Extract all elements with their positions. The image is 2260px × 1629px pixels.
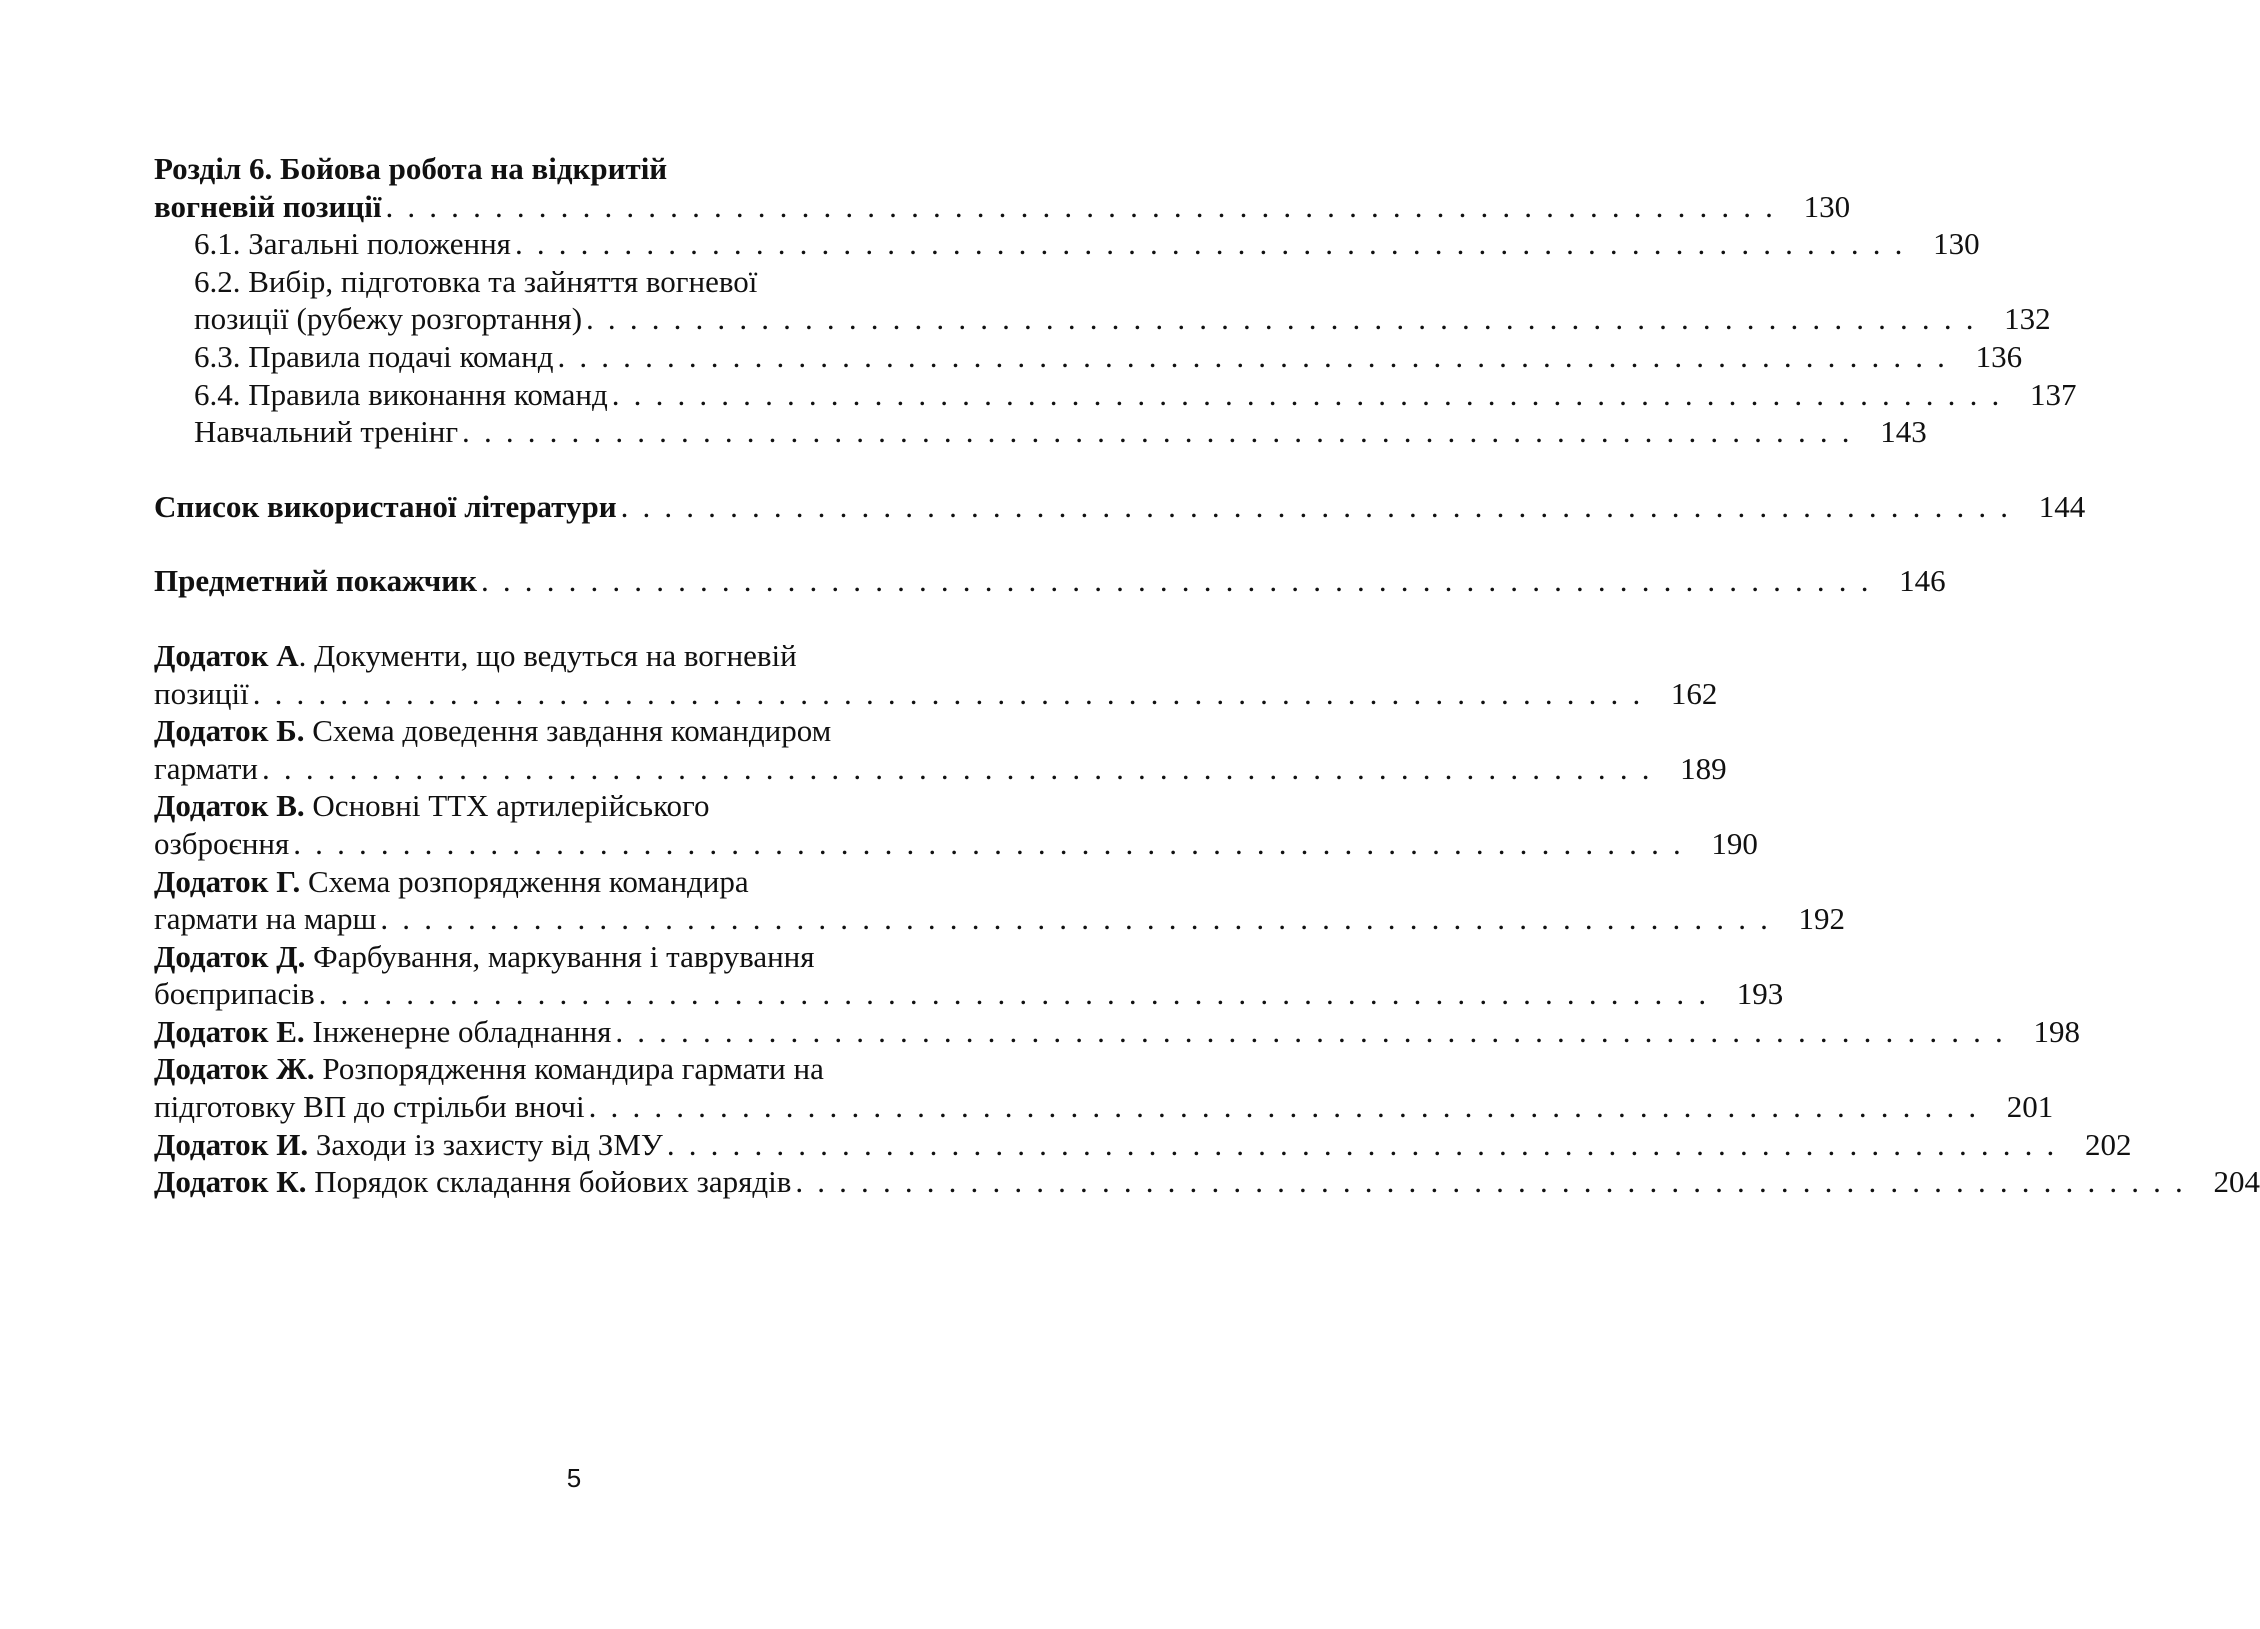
- toc-title: 6.4. Правила виконання команд: [194, 376, 608, 412]
- toc-title: Схема розпорядження командира: [300, 863, 749, 899]
- leader-dots: . . . . . . . . . . . . . . . . . . . . . . . . . . . . . . . . . . . . . . . . . . . . . . . . . . . . . . . . . . . . . . . .: [293, 825, 1684, 861]
- toc-title: 6.1. Загальні положення: [194, 226, 511, 262]
- toc-entry-section-6: [154, 150, 1851, 225]
- toc-entry-appendix-e: [154, 1013, 2080, 1051]
- leader-dots: . . . . . . . . . . . . . . . . . . . . . . . . . . . . . . . . . . . . . . . . . . . . . . . . . . . . . . . . . . . . . . . .: [385, 188, 1777, 224]
- appendix-label: Додаток Б.: [154, 713, 305, 749]
- leader-dots: . . . . . . . . . . . . . . . . . . . . . . . . . . . . . . . . . . . . . . . . . . . . . . . . . . . . . . . . . . . . . . . .: [462, 414, 1853, 450]
- toc-page-number: 198: [2033, 1013, 2080, 1049]
- table-of-contents: [154, 150, 2260, 1201]
- toc-title: боєприпасів: [154, 976, 315, 1012]
- spacer: [154, 600, 984, 637]
- toc-entry-appendix-y: [154, 1126, 2132, 1164]
- leader-dots: . . . . . . . . . . . . . . . . . . . . . . . . . . . . . . . . . . . . . . . . . . . . . . . . . . . . . . . . . . . . . . . .: [514, 226, 1906, 262]
- toc-page-number: 137: [2029, 376, 2077, 412]
- leader-dots: . . . . . . . . . . . . . . . . . . . . . . . . . . . . . . . . . . . . . . . . . . . . . . . . . . . . . . . . . . . . . . . .: [586, 301, 1977, 337]
- toc-page-number: 144: [2038, 488, 2086, 524]
- toc-entry-index: [154, 562, 1946, 600]
- toc-title: Розпорядження командира гармати на: [314, 1051, 824, 1087]
- leader-dots: . . . . . . . . . . . . . . . . . . . . . . . . . . . . . . . . . . . . . . . . . . . . . . . . . . . . . . . . . . . . . . . .: [666, 1126, 2058, 1162]
- toc-entry-6-4: [154, 376, 2077, 414]
- appendix-label: Додаток А: [154, 637, 299, 673]
- toc-title: підготовку ВП до стрільби вночі: [154, 1089, 585, 1125]
- leader-dots: . . . . . . . . . . . . . . . . . . . . . . . . . . . . . . . . . . . . . . . . . . . . . . . . . . . . . . . . . . . . . . . .: [481, 563, 1872, 599]
- toc-title: Фарбування, маркування і таврування: [305, 938, 815, 974]
- leader-dots: . . . . . . . . . . . . . . . . . . . . . . . . . . . . . . . . . . . . . . . . . . . . . . . . . . . . . . . . . . . . . . . .: [615, 1013, 2006, 1049]
- leader-dots: . . . . . . . . . . . . . . . . . . . . . . . . . . . . . . . . . . . . . . . . . . . . . . . . . . . . . . . . . . . . . . . .: [262, 750, 1653, 786]
- leader-dots: . . . . . . . . . . . . . . . . . . . . . . . . . . . . . . . . . . . . . . . . . . . . . . . . . . . . . . . . . . . . . . . .: [557, 338, 1949, 374]
- toc-page-number: 192: [1798, 901, 1846, 937]
- toc-page-number: 130: [1803, 188, 1851, 224]
- toc-entry-appendix-k: [154, 1163, 2260, 1201]
- toc-page-number: 162: [1670, 675, 1718, 711]
- toc-page-number: 143: [1880, 414, 1927, 450]
- toc-entry-6-3: [154, 338, 2023, 376]
- leader-dots: . . . . . . . . . . . . . . . . . . . . . . . . . . . . . . . . . . . . . . . . . . . . . . . . . . . . . . . . . . . . . . . .: [620, 488, 2012, 524]
- toc-page-number: 190: [1711, 825, 1758, 861]
- toc-entry-training: [154, 413, 1927, 451]
- toc-title: гармати: [154, 750, 259, 786]
- appendix-label: Додаток Д.: [154, 938, 306, 974]
- toc-title: озброєння: [154, 825, 290, 861]
- toc-page-number: 136: [1975, 338, 2023, 374]
- toc-title-line: [154, 150, 984, 188]
- toc-title: Порядок складання бойових зарядів: [306, 1164, 792, 1200]
- spacer: [154, 525, 984, 562]
- toc-title: позиції (рубежу розгортання): [194, 301, 583, 337]
- toc-title: . Документи, що ведуться на вогневій: [298, 637, 797, 673]
- toc-page-number: 202: [2085, 1126, 2132, 1162]
- leader-dots: . . . . . . . . . . . . . . . . . . . . . . . . . . . . . . . . . . . . . . . . . . . . . . . . . . . . . . . . . . . . . . . .: [588, 1089, 1980, 1125]
- toc-entry-appendix-d: [154, 938, 1784, 1013]
- toc-page-number: 189: [1680, 750, 1727, 786]
- appendix-label: Додаток И.: [154, 1126, 309, 1162]
- toc-page-number: 201: [2006, 1089, 2054, 1125]
- toc-entry-appendix-b: [154, 712, 1727, 787]
- spacer: [154, 451, 984, 488]
- toc-title: Предметний покажчик: [154, 563, 477, 599]
- appendix-label: Додаток Ж.: [154, 1051, 315, 1087]
- toc-title: 6.3. Правила подачі команд: [194, 338, 554, 374]
- toc-entry-appendix-h: [154, 863, 1846, 938]
- toc-title: Список використаної літератури: [154, 488, 617, 524]
- toc-title: Заходи із захисту від ЗМУ: [308, 1126, 663, 1162]
- toc-page-number: 146: [1899, 563, 1946, 599]
- appendix-label: Додаток В.: [154, 788, 305, 824]
- toc-title-line: [154, 188, 1851, 226]
- appendix-label: Додаток Г.: [154, 863, 301, 899]
- toc-page-number: 193: [1736, 976, 1784, 1012]
- toc-entry-appendix-v: [154, 787, 1758, 862]
- toc-entry-6-2: [154, 263, 2051, 338]
- leader-dots: . . . . . . . . . . . . . . . . . . . . . . . . . . . . . . . . . . . . . . . . . . . . . . . . . . . . . . . . . . . . . . . .: [795, 1164, 2187, 1200]
- toc-title: вогневій позиції: [154, 188, 382, 224]
- toc-title: 6.2. Вибір, підготовка та зайняття вогневої: [194, 263, 758, 299]
- leader-dots: . . . . . . . . . . . . . . . . . . . . . . . . . . . . . . . . . . . . . . . . . . . . . . . . . . . . . . . . . . . . . . . .: [611, 376, 2003, 412]
- leader-dots: . . . . . . . . . . . . . . . . . . . . . . . . . . . . . . . . . . . . . . . . . . . . . . . . . . . . . . . . . . . . . . . .: [380, 901, 1772, 937]
- toc-title: гармати на марш: [154, 901, 377, 937]
- toc-title: Схема доведення завдання командиром: [304, 713, 832, 749]
- leader-dots: . . . . . . . . . . . . . . . . . . . . . . . . . . . . . . . . . . . . . . . . . . . . . . . . . . . . . . . . . . . . . . . .: [252, 675, 1644, 711]
- leader-dots: . . . . . . . . . . . . . . . . . . . . . . . . . . . . . . . . . . . . . . . . . . . . . . . . . . . . . . . . . . . . . . . .: [318, 976, 1710, 1012]
- toc-title: Основні ТТХ артилерійського: [304, 788, 710, 824]
- page-number: 5: [566, 1463, 582, 1493]
- toc-title: Навчальний тренінг: [194, 414, 459, 450]
- toc-title: позиції: [154, 675, 249, 711]
- appendix-label: Додаток Е.: [154, 1013, 305, 1049]
- toc-entry-appendix-a: [154, 637, 1718, 712]
- toc-title: Розділ 6. Бойова робота на відкритій: [154, 151, 668, 186]
- toc-page-number: 132: [2004, 301, 2051, 337]
- toc-page-number: 130: [1933, 226, 1980, 262]
- toc-entry-references: [154, 488, 2086, 526]
- toc-title: Інженерне обладнання: [304, 1013, 612, 1049]
- toc-page-number: 204: [2213, 1164, 2260, 1200]
- appendix-label: Додаток К.: [154, 1164, 307, 1200]
- toc-entry-appendix-zh: [154, 1050, 2054, 1125]
- toc-entry-6-1: [154, 225, 1980, 263]
